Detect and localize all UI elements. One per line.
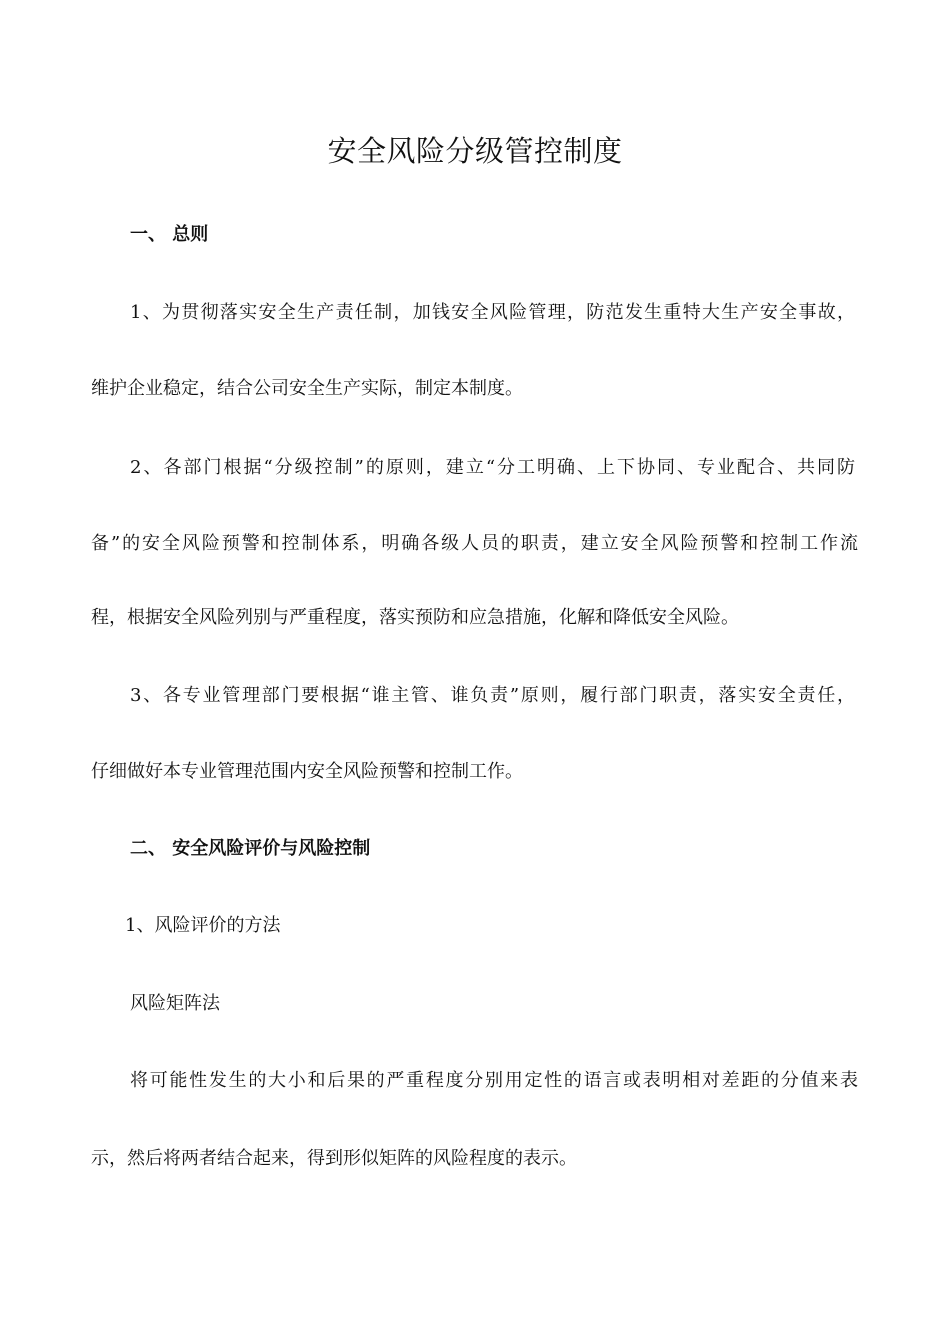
- paragraph-1-line-2: 维护企业稳定，结合公司安全生产实际，制定本制度。: [91, 378, 523, 399]
- paragraph-4-line-1: 将可能性发生的大小和后果的严重程度分别用定性的语言或表明相对差距的分值来表: [130, 1070, 858, 1091]
- section-heading-risk-evaluation: 二、 安全风险评价与风险控制: [130, 838, 371, 859]
- section-heading-general: 一、 总则: [130, 224, 209, 245]
- paragraph-4-line-2: 示，然后将两者结合起来，得到形似矩阵的风险程度的表示。: [91, 1148, 577, 1169]
- paragraph-1-line-1: 1、为贯彻落实安全生产责任制，加钱安全风险管理，防范发生重特大生产安全事故，: [130, 302, 855, 323]
- subheading-evaluation-method: 1、风险评价的方法: [125, 915, 281, 936]
- paragraph-2-line-3: 程，根据安全风险列别与严重程度，落实预防和应急措施，化解和降低安全风险。: [91, 607, 739, 628]
- document-title: 安全风险分级管控制度: [327, 134, 623, 168]
- paragraph-3-line-2: 仔细做好本专业管理范围内安全风险预警和控制工作。: [91, 761, 523, 782]
- subheading-risk-matrix: 风险矩阵法: [130, 993, 220, 1014]
- paragraph-2-line-1: 2、各部门根据“分级控制”的原则，建立“分工明确、上下协同、专业配合、共同防: [130, 457, 855, 478]
- paragraph-2-line-2: 备”的安全风险预警和控制体系，明确各级人员的职责，建立安全风险预警和控制工作流: [91, 533, 858, 554]
- paragraph-3-line-1: 3、各专业管理部门要根据“谁主管、谁负责”原则，履行部门职责，落实安全责任，: [130, 685, 855, 706]
